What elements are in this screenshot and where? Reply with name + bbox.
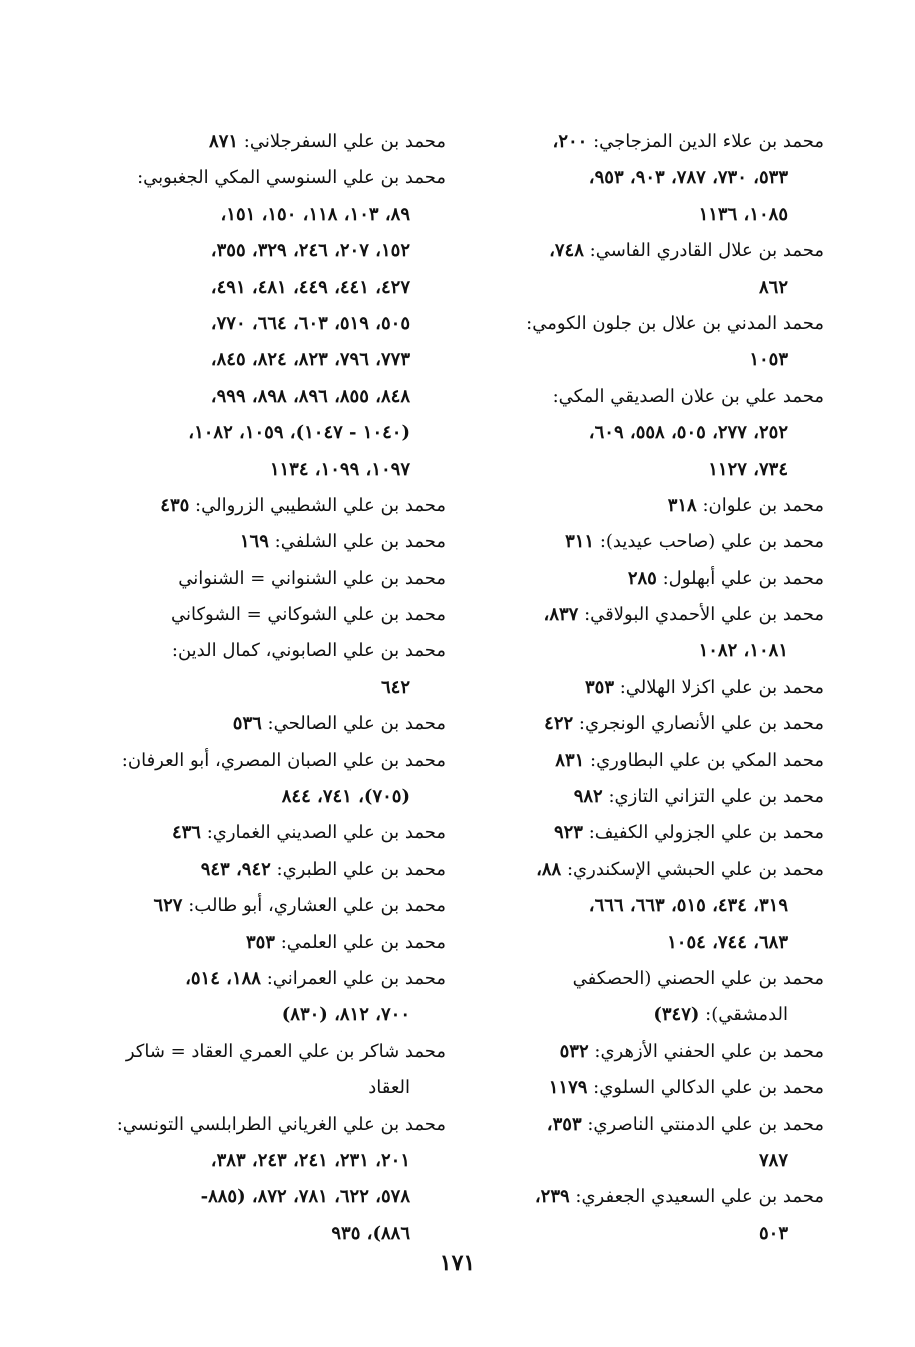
index-entry [466,1034,824,1070]
entry-name: محمد بن علي العشاري، أبو طالب: [188,895,446,917]
entry-name: محمد بن علي الشطيبي الزروالي: [195,494,446,516]
entry-line [466,379,824,415]
entry-name: محمد علي بن علان الصديقي المكي: [552,385,824,407]
index-entry [466,1107,824,1180]
entry-page-refs: ٢٠٠، [552,131,588,152]
entry-continuation-line [466,197,824,233]
entry-line [466,488,824,524]
entry-page-refs: ٣٥٣ [245,931,275,953]
entry-line [88,597,446,633]
entry-continuation-line [466,633,824,669]
entry-line [466,706,824,742]
entry-line [466,561,824,597]
entry-page-refs: ١٨٨، ٥١٤، [185,967,261,989]
entry-page-refs: ٥٠٥، ٥١٩، ٦٠٣، ٦٦٤، ٧٧٠، [210,312,410,334]
entry-name: محمد بن علي العمراني: [266,967,446,989]
index-entry [466,670,824,706]
entry-continuation-line [466,342,824,378]
entry-page-refs: ٧٣٤، ١١٢٧ [708,458,788,480]
entry-continuation-line [466,888,824,924]
entry-name: محمد بن علي السنوسي المكي الجغبوبي: [137,167,446,189]
index-entry [466,379,824,488]
entry-page-refs: ٥٣٢ [559,1040,589,1062]
entry-line [466,1179,824,1215]
index-entry [88,124,446,160]
entry-line [88,561,446,597]
index-entry [466,233,824,306]
index-entry [88,1034,446,1107]
entry-page-refs: ٥٣٣، ٧٣٠، ٧٨٧، ٩٠٣، ٩٥٣، [588,167,788,189]
entry-line [466,524,824,560]
entry-page-refs: ٦٢٧ [153,895,183,917]
entry-name: محمد بن علي السفرجلاني: [243,131,446,152]
entry-continuation-line [466,1143,824,1179]
entry-page-refs: ١٦٩ [239,531,269,553]
entry-name: محمد بن علي الأنصاري الونجري: [578,713,824,735]
entry-name: محمد بن علي الدكالي السلوي: [593,1077,824,1099]
entry-name: محمد بن علي الصالحي: [267,713,446,735]
entry-page-refs: ٢٣٩، [534,1186,570,1208]
entry-continuation-line [88,379,446,415]
entry-page-refs: ٧٤٨، [549,240,584,262]
index-entry [466,852,824,961]
entry-page-refs: ١١٧٩ [548,1077,588,1099]
entry-name: محمد بن علي السعيدي الجعفري: [575,1186,824,1208]
entry-line [88,124,446,160]
entry-page-refs: ٥٣٦ [232,713,262,735]
entry-name: محمد المكي بن علي البطاوري: [590,749,824,771]
entry-name: محمد بن علي العلمي: [280,931,446,953]
entry-continuation-line [466,270,824,306]
entry-page-refs: ١٠٩٧، ١٠٩٩، ١١٣٤ [269,458,410,480]
entry-line [88,925,446,961]
entry-page-refs: ٣١٨ [667,494,697,516]
entry-name: محمد شاكر بن علي العمري العقاد = شاكر [125,1040,446,1062]
entry-continuation-line [88,233,446,269]
index-entry [466,524,824,560]
entry-name: محمد بن علي الشوكاني = الشوكاني [170,604,446,626]
entry-name: محمد بن علاء الدين المزجاجي: [593,131,824,152]
entry-continuation-line [466,1216,824,1252]
entry-page-refs: ٣٥٣، [546,1113,582,1135]
index-entry [466,1070,824,1106]
entry-line [466,1107,824,1143]
entry-continuation-line [88,342,446,378]
entry-page-refs: ٣١١ [565,531,595,553]
index-entry [88,888,446,924]
entry-line [466,124,824,160]
entry-line [88,1107,446,1143]
entry-name: محمد بن علي الدمنتي الناصري: [587,1113,824,1135]
entry-name: محمد بن علي الحفني الأزهري: [594,1040,824,1062]
entry-page-refs: ١٠٥٣ [749,349,788,371]
entry-page-refs: ٣١٩، ٤٣٤، ٥١٥، ٦٦٣، ٦٦٦، [588,895,788,917]
entry-page-refs: ٧٠٠، ٨١٢، (٨٣٠) [281,1004,410,1026]
entry-name: محمد بن علي الشنواني = الشنواني [178,567,446,589]
entry-page-refs: (١٠٤٠ - ١٠٤٧)، ١٠٥٩، ١٠٨٢، [188,422,410,444]
entry-page-refs: ١٠٨١، ١٠٨٢ [698,640,788,662]
index-entry [466,779,824,815]
entry-page-refs: ٧٨٧ [758,1149,788,1171]
entry-name: محمد بن علي أبهلول: [662,567,824,589]
entry-line [88,633,446,669]
entry-continuation-line [88,1179,446,1215]
index-entry [88,706,446,742]
entry-name: محمد بن علي الجزولي الكفيف: [588,822,824,844]
entry-continuation-line [88,270,446,306]
entry-line [88,743,446,779]
entry-line [88,961,446,997]
entry-name: محمد بن علي (صاحب عيديد): [599,531,824,553]
entry-line [466,743,824,779]
entry-continuation-line [88,197,446,233]
index-entry [88,488,446,524]
entry-name: محمد بن علال القادري الفاسي: [589,240,824,262]
entry-continuation-line [466,452,824,488]
entry-page-refs: ٢٨٥ [627,567,657,589]
entry-continuation-line [88,1143,446,1179]
index-entry [466,561,824,597]
entry-page-refs: ٥٠٣ [758,1222,788,1244]
entry-line [466,233,824,269]
entry-page-refs: ٨٣١ [555,749,585,771]
entry-line [466,961,824,997]
entry-line [88,1034,446,1070]
entry-page-refs: ٧٧٣، ٧٩٦، ٨٢٣، ٨٢٤، ٨٤٥، [210,349,410,371]
entry-line [88,488,446,524]
entry-page-refs: (٧٠٥)، ٧٤١، ٨٤٤ [281,786,410,808]
entry-page-refs: ١٠٨٥، ١١٣٦ [698,203,788,225]
entry-line [88,888,446,924]
entry-name: محمد بن علي الحبشي الإسكندري: [566,858,824,880]
entry-page-refs: ٩٨٢ [573,786,603,808]
index-entry [88,852,446,888]
entry-line [88,815,446,851]
entry-continuation-line [88,997,446,1033]
entry-page-refs: ٨٣٧، [543,604,579,626]
index-entry [466,124,824,233]
entry-name: محمد بن علي الصبان المصري، أبو العرفان: [121,749,446,771]
index-entry [466,597,824,670]
entry-page-refs: ٩٤٢، ٩٤٣ [200,858,271,880]
entry-line [466,815,824,851]
index-entry [88,815,446,851]
index-entry [466,306,824,379]
entry-name: محمد بن علي الأحمدي البولاقي: [584,604,824,626]
entry-page-refs: ٩٢٣ [553,822,583,844]
entry-page-refs: ٦٨٣، ٧٤٤، ١٠٥٤ [667,931,788,953]
entry-line [466,1070,824,1106]
index-entry [88,160,446,488]
entry-continuation-line [88,1216,446,1252]
entry-name: محمد بن علي الشلفي: [274,531,446,553]
entry-name: الدمشقي): [705,1004,788,1026]
entry-line [88,852,446,888]
entry-line [88,524,446,560]
index-column-right [466,124,824,1252]
entry-page-refs: (٣٤٧) [653,1004,700,1026]
entry-page-refs: ٤٢٢ [544,713,574,735]
entry-line [466,1034,824,1070]
index-entry [88,597,446,633]
entry-continuation-line [466,160,824,196]
entry-page-refs: ٨٨، [536,858,562,880]
entry-continuation-line [88,415,446,451]
entry-continuation-line [88,1070,446,1106]
index-entry [466,488,824,524]
index-entry [466,961,824,1034]
entry-continuation-line [88,452,446,488]
entry-page-refs: ٢٠١، ٢٣١، ٢٤١، ٢٤٣، ٣٨٣، [210,1149,410,1171]
entry-page-refs: ٨٦٢ [758,276,788,298]
entry-name: محمد بن علي الغرياني الطرابلسي التونسي: [116,1113,446,1135]
entry-page-refs: ٦٤٢ [380,676,410,698]
entry-page-refs: ٤٢٧، ٤٤١، ٤٤٩، ٤٨١، ٤٩١، [210,276,410,298]
entry-page-refs: ٢٥٢، ٢٧٧، ٥٠٥، ٥٥٨، ٦٠٩، [588,422,788,444]
index-entry [466,1179,824,1252]
entry-line [88,160,446,196]
entry-page-refs: ٨٤٨، ٨٥٥، ٨٩٦، ٨٩٨، ٩٩٩، [210,385,410,407]
entry-page-refs: ٥٧٨، ٦٢٢، ٧٨١، ٨٧٢، (٨٨٥- [200,1186,410,1208]
entry-line [466,779,824,815]
entry-name: محمد بن علوان: [702,494,824,516]
index-entry [466,743,824,779]
entry-page-refs: ١٥٢، ٢٠٧، ٢٤٦، ٣٢٩، ٣٥٥، [210,240,410,262]
index-entry [88,633,446,706]
entry-name: محمد بن علي الحصني (الحصكفي [572,967,824,989]
entry-page-refs: ٤٣٥ [160,494,190,516]
index-entry [466,706,824,742]
entry-name: محمد بن علي الصديني الغماري: [206,822,446,844]
entry-line [466,306,824,342]
entry-line [88,706,446,742]
index-column-left [88,124,446,1252]
entry-page-refs: ٤٣٦ [171,822,201,844]
page-number: ١٧١ [439,1250,476,1276]
entry-page-refs: ٨٨٦)، ٩٣٥ [331,1222,410,1244]
entry-name: محمد بن علي الصابوني، كمال الدين: [171,640,446,662]
entry-name: العقاد [368,1077,410,1099]
entry-page-refs: ٨٩، ١٠٣، ١١٨، ١٥٠، ١٥١، [220,203,410,225]
index-entry [88,961,446,1034]
entry-page-refs: ٣٥٣ [584,676,614,698]
index-entry [88,1107,446,1253]
entry-name: محمد بن علي التزاني التازي: [608,786,824,808]
entry-continuation-line [88,306,446,342]
entry-name: محمد بن علي اكزلا الهلالي: [619,676,824,698]
index-entry [466,815,824,851]
entry-name: محمد المدني بن علال بن جلون الكومي: [526,312,824,334]
entry-continuation-line [466,925,824,961]
entry-continuation-line [88,779,446,815]
entry-line [466,670,824,706]
index-entry [88,561,446,597]
entry-continuation-line [466,997,824,1033]
entry-line [466,597,824,633]
entry-continuation-line [88,670,446,706]
entry-name: محمد بن علي الطبري: [276,858,446,880]
index-entry [88,524,446,560]
entry-line [466,852,824,888]
entry-continuation-line [466,415,824,451]
index-entry [88,743,446,816]
index-entry [88,925,446,961]
entry-page-refs: ٨٧١ [209,131,239,152]
